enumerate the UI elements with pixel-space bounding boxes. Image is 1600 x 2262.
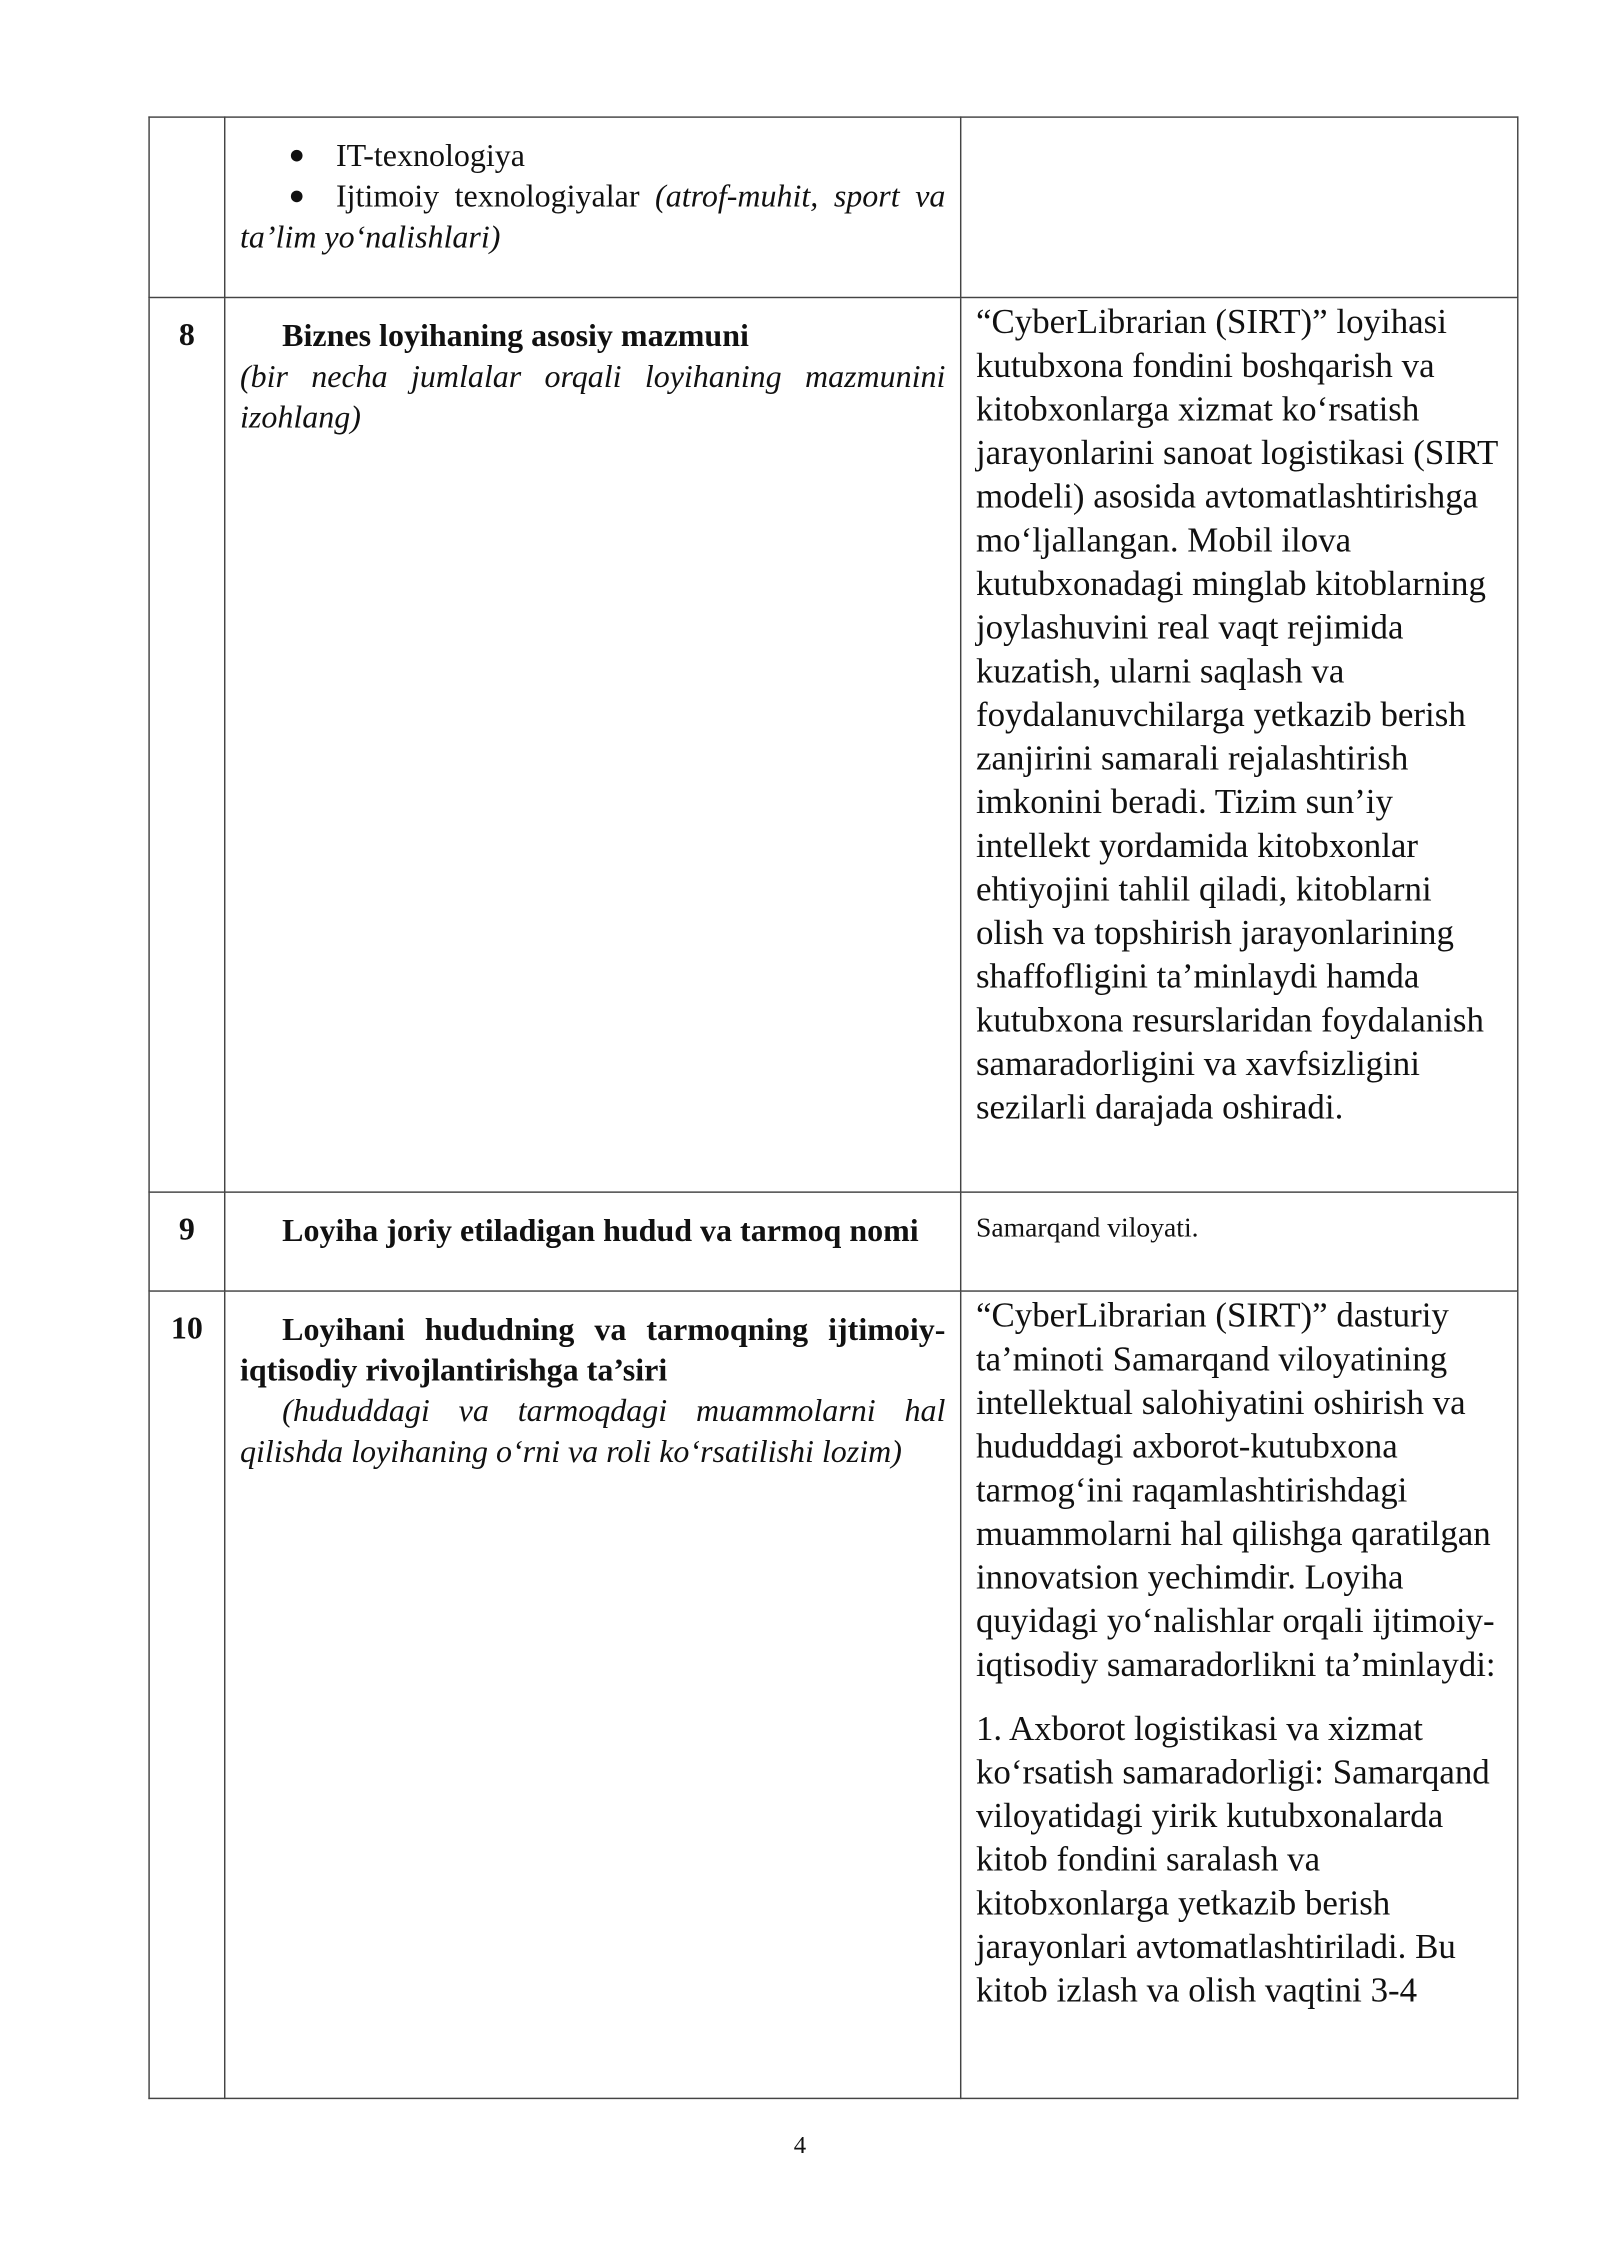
table-row-10 xyxy=(149,1291,1518,2098)
table-row-8 xyxy=(149,297,1518,1192)
answer-text: “CyberLibrarian (SIRT)” loyihasi kutubxona fondini boshqarish va kitobxonlarga xizmat ko‘rsatish jarayonlarini sanoat logistikasi (SIRT modeli) asosida avtomatlashtirishga mo‘ljallangan. Mobil ilova kutubxonadagi minglab kitoblarning joylashuvini real vaqt rejimida kuzatish, ularni saqlash va foydalanuvchilarga yetkazib berish zanjirini samarali rejalashtirish imkonini beradi. Tizim sun’iy intellekt yordamida kitobxonlar ehtiyojini tahlil qiladi, kitoblarni olish va topshirish jarayonlarining shaffofligini ta’minlaydi hamda kutubxona resurslaridan foydalanish samaradorligini va xavfsizligini sezilarli darajada oshiradi. xyxy=(961,297,1518,1192)
row-number: 8 xyxy=(149,297,225,1192)
bullet-icon xyxy=(291,191,303,203)
question-title: Loyiha joriy etiladigan hudud va tarmoq nomi xyxy=(282,1211,919,1249)
answer-cell xyxy=(961,117,1518,297)
question-cell xyxy=(225,1291,961,2098)
question-cell xyxy=(225,297,961,1192)
project-info-table xyxy=(148,116,1518,2099)
list-item: IT-texnologiya xyxy=(240,135,945,176)
row-number-cell xyxy=(149,117,225,297)
table-row-9 xyxy=(149,1192,1518,1291)
question-hint: (bir necha jumlalar orqali loyihaning mazmunini izohlang) xyxy=(239,357,946,435)
answer-paragraph-1: “CyberLibrarian (SIRT)” dasturiy ta’minoti Samarqand viloyatining intellektual salohiyatini oshirish va hududdagi axborot-kutubxona tarmog‘ini raqamlashtirishdagi muammolarni hal qilishga qaratilgan innovatsion yechimdir. Loyiha quyidagi yo‘nalishlar orqali ijtimoiy-iqtisodiy samaradorlikni ta’minlaydi: xyxy=(975,1297,1496,1685)
table-row-continuation xyxy=(149,117,1518,297)
question-title: Biznes loyihaning asosiy mazmuni xyxy=(282,317,749,354)
bullet-list xyxy=(240,135,945,257)
answer-text: Samarqand viloyati. xyxy=(961,1192,1518,1291)
question-cell xyxy=(225,117,961,297)
row-number: 10 xyxy=(149,1291,225,2098)
bullet-icon xyxy=(291,150,303,162)
question-title: Loyihani hududning va tarmoqning ijtimoiy-iqtisodiy rivojlantirishga ta’siri xyxy=(239,1310,946,1388)
question-cell xyxy=(225,1192,961,1291)
page-number: 4 xyxy=(793,2131,807,2159)
row-number: 9 xyxy=(149,1192,225,1291)
list-item: Ijtimoiy texnologiyalar (atrof-muhit, sport va ta’lim yo‘nalishlari) xyxy=(239,177,946,255)
answer-paragraph-2: 1. Axborot logistikasi va xizmat ko‘rsatish samaradorligi: Samarqand viloyatidagi yirik kutubxonalarda kitob fondini saralash va kitobxonlarga yetkazib berish jarayonlari avtomatlashtiriladi. Bu kitob izlash va olish vaqtini 3-4 xyxy=(975,1710,1490,2011)
question-hint: (hududdagi va tarmoqdagi muammolarni hal qilishda loyihaning o‘rni va roli ko‘rsatilishi lozim) xyxy=(239,1392,946,1470)
document-table-wrapper xyxy=(148,116,1517,2099)
answer-cell xyxy=(961,1291,1518,2098)
